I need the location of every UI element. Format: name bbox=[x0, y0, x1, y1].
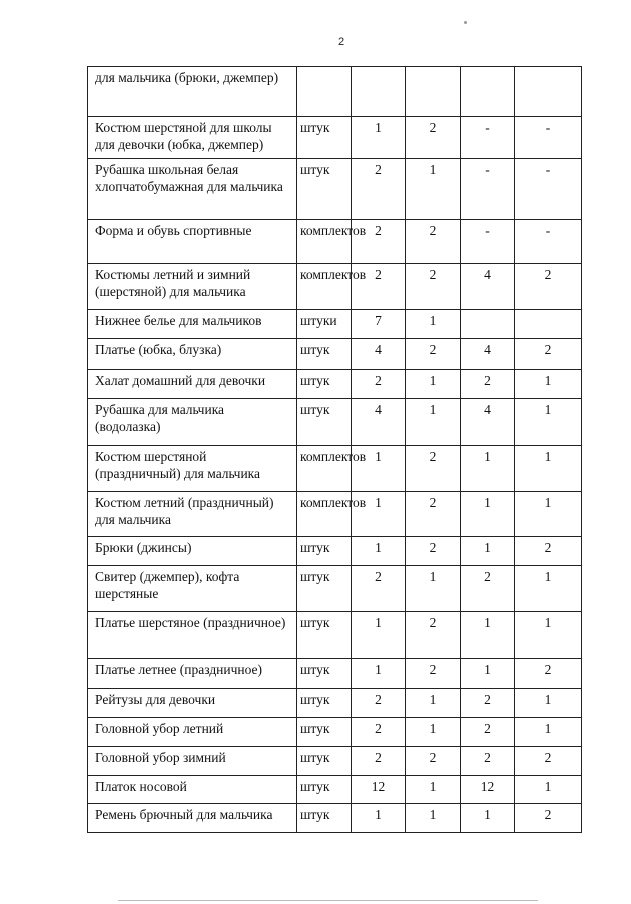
unit-cell: штук bbox=[297, 339, 352, 370]
quantity-cell-2: 2 bbox=[406, 659, 461, 689]
quantity-cell-1: 4 bbox=[352, 339, 406, 370]
quantity-cell-1: 2 bbox=[352, 370, 406, 399]
quantity-cell-1: 1 bbox=[352, 537, 406, 566]
quantity-cell-1: 2 bbox=[352, 220, 406, 264]
table-row bbox=[88, 566, 582, 612]
unit-cell: штуки bbox=[297, 310, 352, 339]
table-row bbox=[88, 264, 582, 310]
item-name-cell: Платье летнее (праздничное) bbox=[88, 659, 297, 689]
table-row bbox=[88, 537, 582, 566]
quantity-cell-4: 2 bbox=[515, 537, 582, 566]
item-name-cell: Рубашка для мальчика (водолазка) bbox=[88, 399, 297, 446]
quantity-cell-1: 2 bbox=[352, 264, 406, 310]
item-name-cell: Платье шерстяное (праздничное) bbox=[88, 612, 297, 659]
table-row bbox=[88, 310, 582, 339]
quantity-cell-4: 1 bbox=[515, 399, 582, 446]
item-name-cell: Костюмы летний и зимний (шерстяной) для мальчика bbox=[88, 264, 297, 310]
quantity-cell-2: 2 bbox=[406, 264, 461, 310]
quantity-cell-3: 4 bbox=[461, 339, 515, 370]
quantity-cell-4: 2 bbox=[515, 264, 582, 310]
unit-cell: комплектов bbox=[297, 446, 352, 492]
table-row bbox=[88, 67, 582, 117]
quantity-cell-1: 2 bbox=[352, 718, 406, 747]
quantity-cell-4: 1 bbox=[515, 612, 582, 659]
quantity-cell-3: 4 bbox=[461, 399, 515, 446]
quantity-cell-2: 2 bbox=[406, 747, 461, 776]
table-row bbox=[88, 446, 582, 492]
item-name-cell: Костюм летний (праздничный) для мальчика bbox=[88, 492, 297, 537]
unit-cell: штук bbox=[297, 718, 352, 747]
quantity-cell-3: 1 bbox=[461, 537, 515, 566]
quantity-cell-4 bbox=[515, 310, 582, 339]
quantity-cell-2: 2 bbox=[406, 537, 461, 566]
quantity-cell-2: 2 bbox=[406, 446, 461, 492]
unit-cell: штук bbox=[297, 612, 352, 659]
quantity-cell-2: 1 bbox=[406, 399, 461, 446]
quantity-cell-4: 2 bbox=[515, 339, 582, 370]
quantity-cell-4: - bbox=[515, 220, 582, 264]
quantity-cell-4: - bbox=[515, 159, 582, 220]
quantity-cell-3: 2 bbox=[461, 566, 515, 612]
quantity-cell-4: 2 bbox=[515, 659, 582, 689]
table-row bbox=[88, 612, 582, 659]
quantity-cell-1 bbox=[352, 67, 406, 117]
quantity-cell-4: 2 bbox=[515, 747, 582, 776]
item-name-cell: Нижнее белье для мальчиков bbox=[88, 310, 297, 339]
quantity-cell-4: 1 bbox=[515, 718, 582, 747]
item-name-cell: Форма и обувь спортивные bbox=[88, 220, 297, 264]
table-row bbox=[88, 718, 582, 747]
unit-cell: штук bbox=[297, 159, 352, 220]
quantity-cell-3: 1 bbox=[461, 659, 515, 689]
quantity-cell-2: 2 bbox=[406, 117, 461, 159]
table-row bbox=[88, 159, 582, 220]
quantity-cell-1: 1 bbox=[352, 492, 406, 537]
table-row bbox=[88, 747, 582, 776]
quantity-cell-3: 2 bbox=[461, 370, 515, 399]
unit-cell: штук bbox=[297, 804, 352, 833]
quantity-cell-2: 2 bbox=[406, 339, 461, 370]
quantity-cell-1: 1 bbox=[352, 659, 406, 689]
quantity-cell-3: 1 bbox=[461, 492, 515, 537]
table-row bbox=[88, 776, 582, 804]
item-name-cell: для мальчика (брюки, джемпер) bbox=[88, 67, 297, 117]
scan-speck bbox=[464, 21, 467, 24]
quantity-cell-2: 1 bbox=[406, 310, 461, 339]
quantity-cell-4 bbox=[515, 67, 582, 117]
quantity-cell-3: 2 bbox=[461, 747, 515, 776]
table-row bbox=[88, 399, 582, 446]
quantity-cell-2 bbox=[406, 67, 461, 117]
unit-cell: штук bbox=[297, 566, 352, 612]
item-name-cell: Свитер (джемпер), кофта шерстяные bbox=[88, 566, 297, 612]
item-name-cell: Халат домашний для девочки bbox=[88, 370, 297, 399]
quantity-cell-3: 2 bbox=[461, 689, 515, 718]
quantity-cell-1: 2 bbox=[352, 689, 406, 718]
table-row bbox=[88, 339, 582, 370]
quantity-cell-3: 1 bbox=[461, 612, 515, 659]
quantity-cell-1: 1 bbox=[352, 117, 406, 159]
item-name-cell: Костюм шерстяной (праздничный) для мальчика bbox=[88, 446, 297, 492]
item-name-cell: Головной убор летний bbox=[88, 718, 297, 747]
quantity-cell-4: - bbox=[515, 117, 582, 159]
unit-cell: штук bbox=[297, 117, 352, 159]
quantity-cell-1: 4 bbox=[352, 399, 406, 446]
quantity-cell-4: 1 bbox=[515, 566, 582, 612]
quantity-cell-2: 1 bbox=[406, 718, 461, 747]
table-row bbox=[88, 804, 582, 833]
quantity-cell-2: 1 bbox=[406, 566, 461, 612]
quantity-cell-2: 2 bbox=[406, 492, 461, 537]
quantity-cell-2: 2 bbox=[406, 612, 461, 659]
quantity-cell-2: 2 bbox=[406, 220, 461, 264]
item-name-cell: Брюки (джинсы) bbox=[88, 537, 297, 566]
unit-cell: штук bbox=[297, 659, 352, 689]
quantity-cell-3: - bbox=[461, 117, 515, 159]
page-number: 2 bbox=[338, 36, 345, 48]
unit-cell: штук bbox=[297, 747, 352, 776]
item-name-cell: Ремень брючный для мальчика bbox=[88, 804, 297, 833]
quantity-cell-4: 1 bbox=[515, 776, 582, 804]
quantity-cell-1: 7 bbox=[352, 310, 406, 339]
quantity-cell-1: 2 bbox=[352, 159, 406, 220]
unit-cell: штук bbox=[297, 370, 352, 399]
unit-cell: штук bbox=[297, 537, 352, 566]
item-name-cell: Головной убор зимний bbox=[88, 747, 297, 776]
unit-cell: штук bbox=[297, 399, 352, 446]
item-name-cell: Костюм шерстяной для школы для девочки (юбка, джемпер) bbox=[88, 117, 297, 159]
item-name-cell: Платок носовой bbox=[88, 776, 297, 804]
quantity-cell-4: 2 bbox=[515, 804, 582, 833]
unit-cell: штук bbox=[297, 689, 352, 718]
quantity-cell-3: 1 bbox=[461, 446, 515, 492]
quantity-cell-2: 1 bbox=[406, 776, 461, 804]
table-row bbox=[88, 659, 582, 689]
quantity-cell-3: 1 bbox=[461, 804, 515, 833]
quantity-cell-2: 1 bbox=[406, 804, 461, 833]
quantity-cell-2: 1 bbox=[406, 159, 461, 220]
unit-cell: комплектов bbox=[297, 492, 352, 537]
scan-artifact-line bbox=[118, 900, 538, 901]
quantity-cell-3 bbox=[461, 310, 515, 339]
quantity-cell-4: 1 bbox=[515, 446, 582, 492]
quantity-cell-1: 1 bbox=[352, 612, 406, 659]
quantity-cell-3: - bbox=[461, 159, 515, 220]
quantity-cell-1: 12 bbox=[352, 776, 406, 804]
table-row bbox=[88, 220, 582, 264]
table-row bbox=[88, 492, 582, 537]
quantity-cell-3 bbox=[461, 67, 515, 117]
quantity-cell-1: 2 bbox=[352, 566, 406, 612]
table-row bbox=[88, 689, 582, 718]
item-name-cell: Платье (юбка, блузка) bbox=[88, 339, 297, 370]
quantity-cell-3: 12 bbox=[461, 776, 515, 804]
table-row bbox=[88, 370, 582, 399]
unit-cell: штук bbox=[297, 776, 352, 804]
item-name-cell: Рейтузы для девочки bbox=[88, 689, 297, 718]
quantity-cell-3: 2 bbox=[461, 718, 515, 747]
table-row bbox=[88, 117, 582, 159]
item-name-cell: Рубашка школьная белая хлопчатобумажная для мальчика bbox=[88, 159, 297, 220]
quantity-cell-3: 4 bbox=[461, 264, 515, 310]
quantity-cell-4: 1 bbox=[515, 370, 582, 399]
quantity-cell-4: 1 bbox=[515, 492, 582, 537]
quantity-cell-4: 1 bbox=[515, 689, 582, 718]
quantity-cell-3: - bbox=[461, 220, 515, 264]
quantity-cell-1: 1 bbox=[352, 446, 406, 492]
clothing-norms-table bbox=[87, 66, 582, 833]
unit-cell: комплектов bbox=[297, 264, 352, 310]
quantity-cell-2: 1 bbox=[406, 689, 461, 718]
quantity-cell-1: 1 bbox=[352, 804, 406, 833]
quantity-cell-2: 1 bbox=[406, 370, 461, 399]
unit-cell bbox=[297, 67, 352, 117]
unit-cell: комплектов bbox=[297, 220, 352, 264]
quantity-cell-1: 2 bbox=[352, 747, 406, 776]
